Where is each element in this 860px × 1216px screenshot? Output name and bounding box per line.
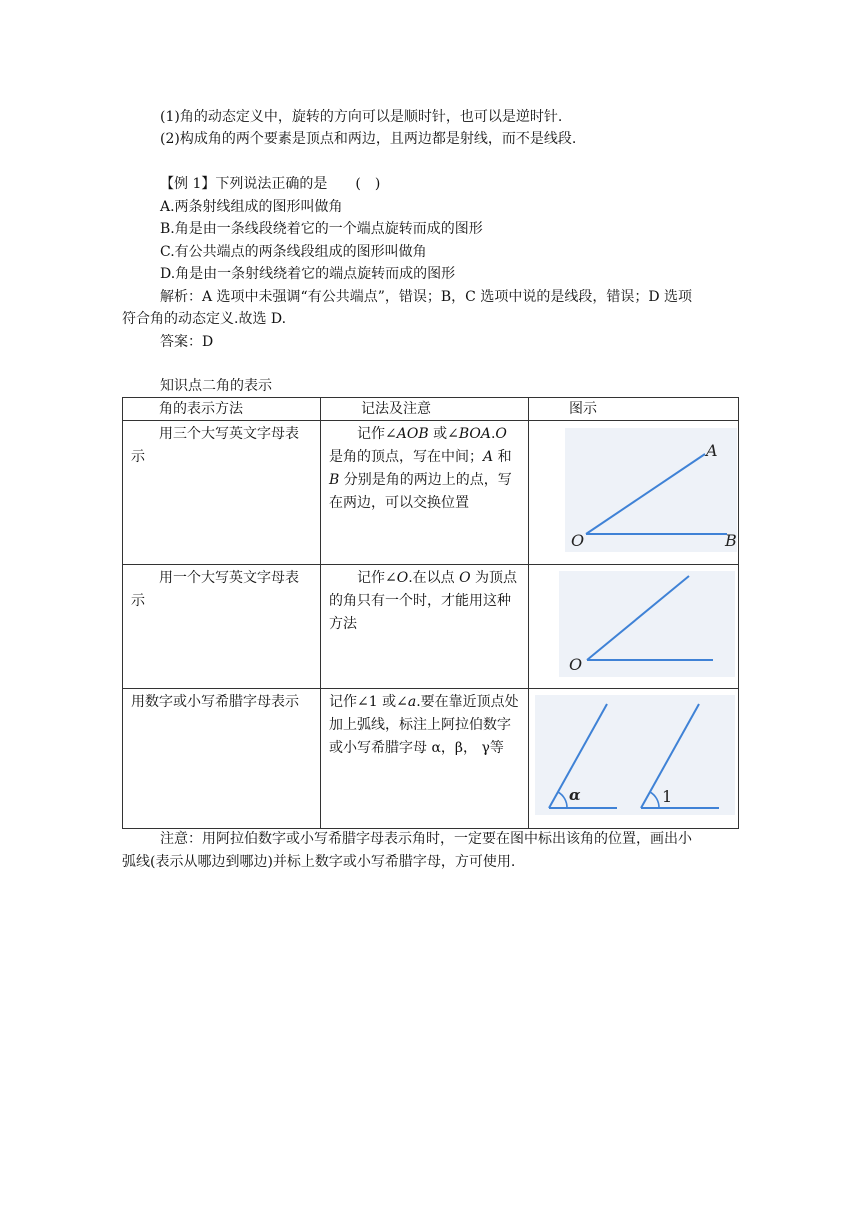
answer: 答案：D <box>160 334 214 350</box>
table-row <box>123 565 739 689</box>
label-a: A <box>706 441 718 460</box>
figure-background <box>559 571 735 677</box>
analysis-line-1: 解析：A 选项中未强调“有公共端点”，错误；B，C 选项中说的是线段，错误；D 选项 <box>160 289 692 305</box>
option-a: A.两条射线组成的图形叫做角 <box>160 199 343 215</box>
table-row <box>123 689 739 829</box>
option-d: D.角是由一条射线绕着它的端点旋转而成的图形 <box>160 266 456 282</box>
figure-cell <box>529 565 739 689</box>
note-2: (2)构成角的两个要素是顶点和两边，且两边都是射线，而不是线段. <box>160 131 577 147</box>
analysis-line-2: 符合角的动态定义.故选 D. <box>122 311 287 327</box>
footer-note-line-2: 弧线(表示从哪边到哪边)并标上数字或小写希腊字母，方可使用. <box>122 854 516 870</box>
angle-o-figure <box>529 568 739 680</box>
figure-cell <box>529 689 739 829</box>
table-row <box>123 421 739 565</box>
figure-background <box>535 695 735 815</box>
footer-note-line-1: 注意：用阿拉伯数字或小写希腊字母表示角时，一定要在图中标出该角的位置，画出小 <box>160 831 692 847</box>
header-figure: 图示 <box>529 398 739 421</box>
angle-aob-figure <box>529 424 739 556</box>
note-1: (1)角的动态定义中，旋转的方向可以是顺时针，也可以是逆时针. <box>160 109 563 125</box>
label-o: O <box>569 655 583 674</box>
method-cell: 用一个大写英文字母表示 <box>123 565 321 689</box>
label-o: O <box>571 531 585 550</box>
angle-alpha-1-figure <box>529 692 739 820</box>
method-cell: 用数字或小写希腊字母表示 <box>123 689 321 829</box>
notation-cell: 记作∠O.在以点 O 为顶点的角只有一个时，才能用这种方法 <box>321 565 529 689</box>
label-alpha: α <box>569 786 581 804</box>
option-c: C.有公共端点的两条线段组成的图形叫做角 <box>160 244 427 260</box>
label-one: 1 <box>662 787 673 806</box>
label-b: B <box>725 531 737 550</box>
option-b: B.角是由一条线段绕着它的一个端点旋转而成的图形 <box>160 221 483 237</box>
notation-cell: 记作∠1 或∠a.要在靠近顶点处加上弧线，标注上阿拉伯数字或小写希腊字母 α，β， γ等 <box>321 689 529 829</box>
notation-cell: 记作∠AOB 或∠BOA.O 是角的顶点，写在中间；A 和 B 分别是角的两边上的点，写在两边，可以交换位置 <box>321 421 529 565</box>
example-title: 【例 1】下列说法正确的是 ( ) <box>160 176 381 192</box>
figure-cell <box>529 421 739 565</box>
header-notation: 记法及注意 <box>321 398 529 421</box>
table-header-row <box>123 398 739 421</box>
section-title: 知识点二角的表示 <box>160 378 272 394</box>
method-cell: 用三个大写英文字母表示 <box>123 421 321 565</box>
angle-notation-table <box>122 397 739 829</box>
header-method: 角的表示方法 <box>123 398 321 421</box>
